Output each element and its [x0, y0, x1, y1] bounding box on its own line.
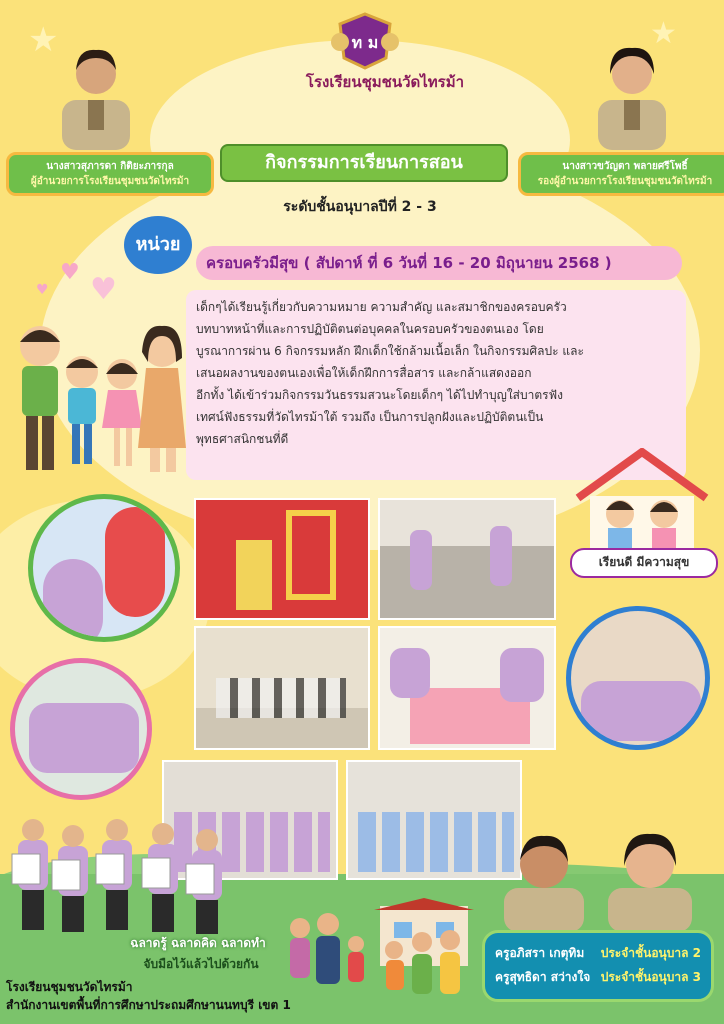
teacher-name: ครูอภิสรา เกตุทิม	[495, 946, 585, 960]
director-photo	[54, 40, 138, 150]
description-line: อีกทั้ง ได้เข้าร่วมกิจกรรมวันธรรมสวนะโดยเด็กๆ ได้ไปทำบุญใส่บาตรฟัง	[196, 388, 563, 402]
slogan-line1: ฉลาดรู้ ฉลาดคิด ฉลาดทำ	[130, 936, 266, 950]
description-line: บทบาทหน้าที่และการปฏิบัติตนต่อบุคคลในครอบครัวของตนเอง โดย	[196, 322, 544, 336]
teacher-row	[495, 965, 701, 989]
heart-icon: ♥	[60, 260, 80, 285]
teachers-box	[482, 930, 714, 1002]
photo-detail	[581, 681, 701, 741]
activity-photo	[378, 626, 556, 750]
director-role: ผู้อำนวยการโรงเรียนชุมชนวัดไทรม้า	[30, 176, 190, 187]
heart-icon: ♥	[90, 272, 117, 307]
director-name: นางสาวสุภารดา กิติยะภารกุล	[46, 161, 174, 172]
teacher-name: ครูสุทธิดา สว่างใจ	[495, 970, 591, 984]
director-namebox	[6, 152, 214, 196]
logo-lettering: ท ม	[351, 33, 379, 52]
photo-detail	[286, 510, 336, 600]
activity-photo	[194, 498, 370, 620]
description-line: เทศน์ฟังธรรมที่วัดไทรม้าใต้ รวมถึง เป็นการปลูกฝังและปฏิบัติตนเป็น	[196, 410, 544, 424]
description-line: บูรณาการผ่าน 6 กิจกรรมหลัก ฝึกเด็กใช้กล้ามเนื้อเล็ก ในกิจกรรมศิลปะ และ	[196, 344, 584, 358]
activity-photo	[194, 626, 370, 750]
activity-photo	[378, 498, 556, 620]
activity-photo-circle	[28, 494, 180, 642]
teacher-row	[495, 941, 701, 965]
activity-photo	[346, 760, 522, 880]
heart-icon: ♥	[36, 282, 49, 298]
star-icon: ★	[650, 16, 677, 51]
photo-detail	[390, 648, 430, 698]
level-subtitle: ระดับชั้นอนุบาลปีที่ 2 - 3	[283, 199, 437, 215]
children-group-photo	[8, 810, 238, 940]
description-line: พุทธศาสนิกชนที่ดี	[196, 432, 289, 446]
photo-detail	[216, 678, 346, 718]
photo-detail	[410, 530, 432, 590]
teacher-class: ประจำชั้นอนุบาล 2	[600, 946, 701, 960]
deputy-photo	[590, 40, 674, 150]
family-illustration	[10, 318, 190, 478]
school-family-illustration	[276, 898, 476, 1008]
teachers-photo	[498, 828, 698, 932]
photo-detail	[490, 526, 512, 586]
house-caption: เรียนดี มีความสุข	[570, 548, 718, 578]
school-name: โรงเรียนชุมชนวัดไทรม้า	[305, 73, 465, 91]
page-title: กิจกรรมการเรียนการสอน	[220, 144, 508, 182]
activity-photo-circle	[566, 606, 710, 750]
footer-office: สำนักงานเขตพื้นที่การศึกษาประถมศึกษานนทบุรี เขต 1	[6, 998, 291, 1012]
unit-title-bar	[196, 246, 682, 280]
slogan-line2: จับมือไว้แล้วไปด้วยกัน	[143, 957, 259, 971]
photo-detail	[380, 500, 556, 546]
unit-title: ครอบครัวมีสุข ( สัปดาห์ ที่ 6 วันที่ 16 - 20 มิถุนายน 2568 )	[206, 254, 612, 272]
photo-detail	[500, 648, 544, 702]
photo-detail	[105, 507, 165, 617]
unit-badge: หน่วย	[124, 216, 192, 274]
photo-detail	[236, 540, 272, 610]
teacher-class: ประจำชั้นอนุบาล 3	[600, 970, 701, 984]
deputy-role: รองผู้อำนวยการโรงเรียนชุมชนวัดไทรม้า	[537, 176, 713, 187]
description-line: เด็กๆได้เรียนรู้เกี่ยวกับความหมาย ความสำคัญ และสมาชิกของครอบครัว	[196, 300, 567, 314]
footer-school: โรงเรียนชุมชนวัดไทรม้า	[6, 980, 133, 994]
deputy-namebox	[518, 152, 724, 196]
photo-detail	[43, 559, 103, 642]
star-icon: ★	[28, 20, 59, 60]
description-line: เสนอผลงานของตนเองเพื่อให้เด็กฝึกการสื่อสาร และกล้าแสดงออก	[196, 366, 532, 380]
deputy-name: นางสาวขวัญตา พลายศรีโพธิ์	[562, 161, 688, 172]
photo-detail	[358, 812, 514, 872]
activity-photo-circle	[10, 658, 152, 800]
school-logo	[330, 12, 400, 70]
photo-detail	[29, 703, 139, 773]
